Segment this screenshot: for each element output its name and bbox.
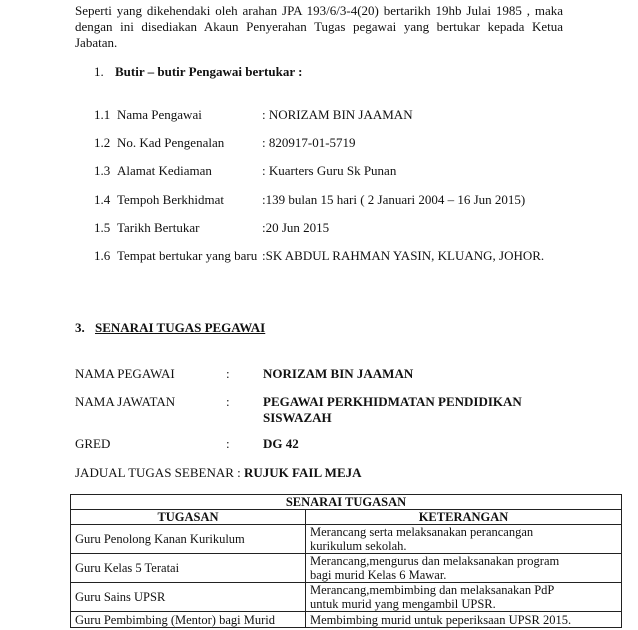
description-line: Merancang serta melaksanakan perancangan	[310, 525, 534, 539]
detail-num: 1.5	[94, 220, 111, 235]
detail-value: : Kuarters Guru Sk Punan	[262, 163, 397, 178]
description-cell	[306, 554, 622, 583]
description-line: Merancang,membimbing dan melaksanakan PdP	[310, 583, 555, 597]
intro-line-1: Seperti yang dikehendaki oleh arahan JPA 193/6/3-4(20) bertarikh 19hb Julai 1985 , maka	[75, 3, 563, 18]
task-cell: Guru Kelas 5 Teratai	[71, 554, 306, 583]
description-line: kurikulum sekolah.	[310, 539, 407, 553]
detail-label: Alamat Kediaman	[117, 163, 212, 178]
detail-num: 1.4	[94, 192, 111, 207]
task-cell: Guru Penolong Kanan Kurikulum	[71, 525, 306, 554]
detail-num: 1.3	[94, 163, 111, 178]
section-3-number: 3.	[75, 320, 85, 335]
table-row	[71, 583, 622, 612]
detail-value: : NORIZAM BIN JAAMAN	[262, 107, 413, 122]
field-label: NAMA JAWATAN	[75, 394, 176, 409]
detail-label: Tempoh Berkhidmat	[117, 192, 225, 207]
duty-schedule-value: RUJUK FAIL MEJA	[244, 465, 362, 480]
detail-label: Nama Pengawai	[117, 107, 202, 122]
detail-num: 1.1	[94, 107, 111, 122]
task-list-table	[70, 494, 622, 628]
description-cell	[306, 525, 622, 554]
field-value-continued: SISWAZAH	[263, 410, 332, 425]
duty-schedule-label: JADUAL TUGAS SEBENAR :	[75, 465, 245, 480]
detail-value: : 820917-01-5719	[262, 135, 356, 150]
field-colon: :	[226, 394, 230, 409]
table-header-row	[71, 510, 622, 525]
detail-label: Tempat bertukar yang baru	[117, 248, 258, 263]
detail-num: 1.6	[94, 248, 111, 263]
table-title-row	[71, 495, 622, 510]
field-colon: :	[226, 366, 230, 381]
detail-num: 1.2	[94, 135, 111, 150]
task-cell: Guru Pembimbing (Mentor) bagi Murid	[71, 612, 306, 628]
description-line: untuk murid yang mengambil UPSR.	[310, 597, 496, 611]
detail-value: :20 Jun 2015	[262, 220, 330, 235]
column-header-task: TUGASAN	[71, 510, 306, 525]
table-row	[71, 554, 622, 583]
section-3-title: SENARAI TUGAS PEGAWAI	[95, 320, 266, 335]
description-cell	[306, 612, 622, 628]
column-header-description: KETERANGAN	[306, 510, 622, 525]
table-title: SENARAI TUGASAN	[71, 495, 622, 510]
field-value: PEGAWAI PERKHIDMATAN PENDIDIKAN	[263, 394, 522, 409]
task-cell: Guru Sains UPSR	[71, 583, 306, 612]
detail-label: Tarikh Bertukar	[117, 220, 200, 235]
field-colon: :	[226, 436, 230, 451]
description-cell	[306, 583, 622, 612]
field-label: GRED	[75, 436, 111, 451]
duty-schedule-line	[75, 465, 362, 481]
detail-value: :139 bulan 15 hari ( 2 Januari 2004 – 16 Jun 2015)	[262, 192, 526, 207]
detail-value: :SK ABDUL RAHMAN YASIN, KLUANG, JOHOR.	[262, 248, 545, 263]
table-row	[71, 525, 622, 554]
field-value: DG 42	[263, 436, 299, 451]
section-1-number: 1.	[94, 64, 104, 79]
section-1-title: Butir – butir Pengawai bertukar :	[115, 64, 303, 79]
table-row	[71, 612, 622, 628]
description-line: Merancang,mengurus dan melaksanakan program	[310, 554, 560, 568]
intro-line-2: dengan ini disediakan Akaun Penyerahan Tugas pegawai yang bertukar kepada Ketua Jabatan.	[75, 19, 563, 50]
detail-label: No. Kad Pengenalan	[117, 135, 225, 150]
field-label: NAMA PEGAWAI	[75, 366, 175, 381]
intro-paragraph	[75, 3, 563, 51]
description-line: Membimbing murid untuk peperiksaan UPSR 2015.	[310, 612, 572, 627]
description-line: bagi murid Kelas 6 Mawar.	[310, 568, 447, 582]
field-value: NORIZAM BIN JAAMAN	[263, 366, 414, 381]
